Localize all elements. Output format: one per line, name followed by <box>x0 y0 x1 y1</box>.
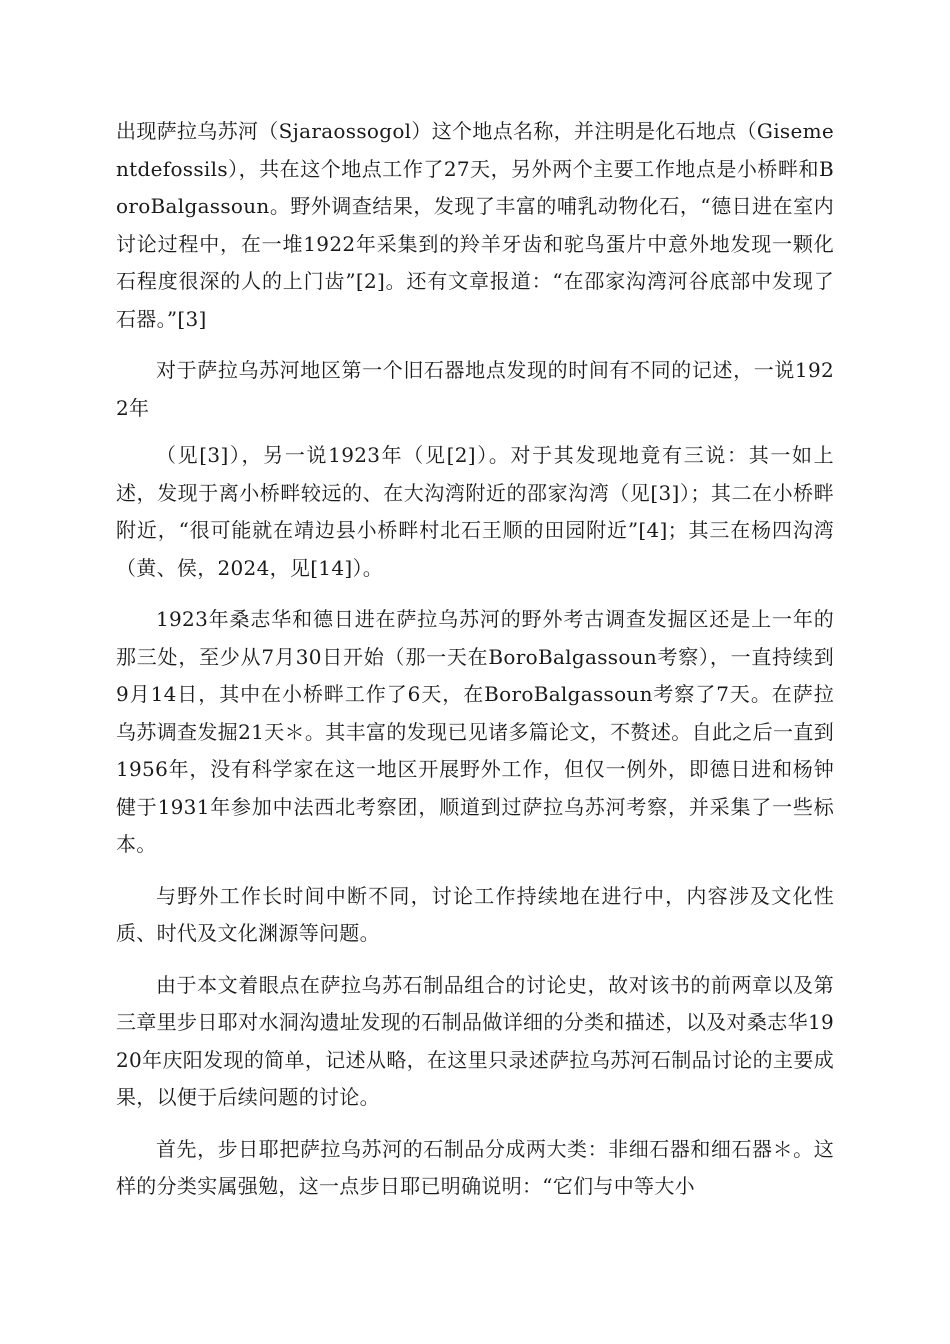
paragraph-7: 首先，步日耶把萨拉乌苏河的石制品分成两大类：非细石器和细石器＊。这样的分类实属强勉，这一点步日耶已明确说明：“它们与中等大小 <box>116 1136 834 1198</box>
paragraph-2: 对于萨拉乌苏河地区第一个旧石器地点发现的时间有不同的记述，一说1922年 <box>116 358 834 420</box>
paragraph-4: 1923年桑志华和德日进在萨拉乌苏河的野外考古调查发掘区还是上一年的那三处，至少从7月30日开始（那一天在BoroBalgassoun考察），一直持续到9月14日，其中在小桥畔工作了6天，在BoroBalgassoun考察了7天。在萨拉乌苏调查发掘21天＊。其丰富的发现已见诸多篇论文，不赘述。自此之后一直到1956年，没有科学家在这一地区开展野外工作，但仅一例外，即德日进和杨钟健于1931年参加中法西北考察团，顺道到过萨拉乌苏河考察，并采集了一些标本。 <box>116 607 834 856</box>
paragraph-3: （见[3]），另一说1923年（见[2]）。对于其发现地竟有三说：其一如上述，发现于离小桥畔较远的、在大沟湾附近的邵家沟湾（见[3]）；其二在小桥畔附近，“很可能就在靖边县小桥畔村北石王顺的田园附近”[4]；其三在杨四沟湾（黄、侯，2024，见[14]）。 <box>116 443 834 580</box>
paragraph-1: 出现萨拉乌苏河（Sjaraossogol）这个地点名称，并注明是化石地点（Gisementdefossils），共在这个地点工作了27天，另外两个主要工作地点是小桥畔和BoroBalgassoun。野外调查结果，发现了丰富的哺乳动物化石，“德日进在室内讨论过程中，在一堆1922年采集到的羚羊牙齿和驼鸟蛋片中意外地发现一颗化石程度很深的人的上门齿”[2]。还有文章报道：“在邵家沟湾河谷底部中发现了石器。”[3] <box>116 119 834 331</box>
document-page <box>116 113 834 1220</box>
paragraph-6: 由于本文着眼点在萨拉乌苏石制品组合的讨论史，故对该书的前两章以及第三章里步日耶对水洞沟遗址发现的石制品做详细的分类和描述，以及对桑志华1920年庆阳发现的简单，记述从略，在这里只录述萨拉乌苏河石制品讨论的主要成果，以便于后续问题的讨论。 <box>116 972 834 1109</box>
paragraph-5: 与野外工作长时间中断不同，讨论工作持续地在进行中，内容涉及文化性质、时代及文化渊源等问题。 <box>116 883 834 945</box>
